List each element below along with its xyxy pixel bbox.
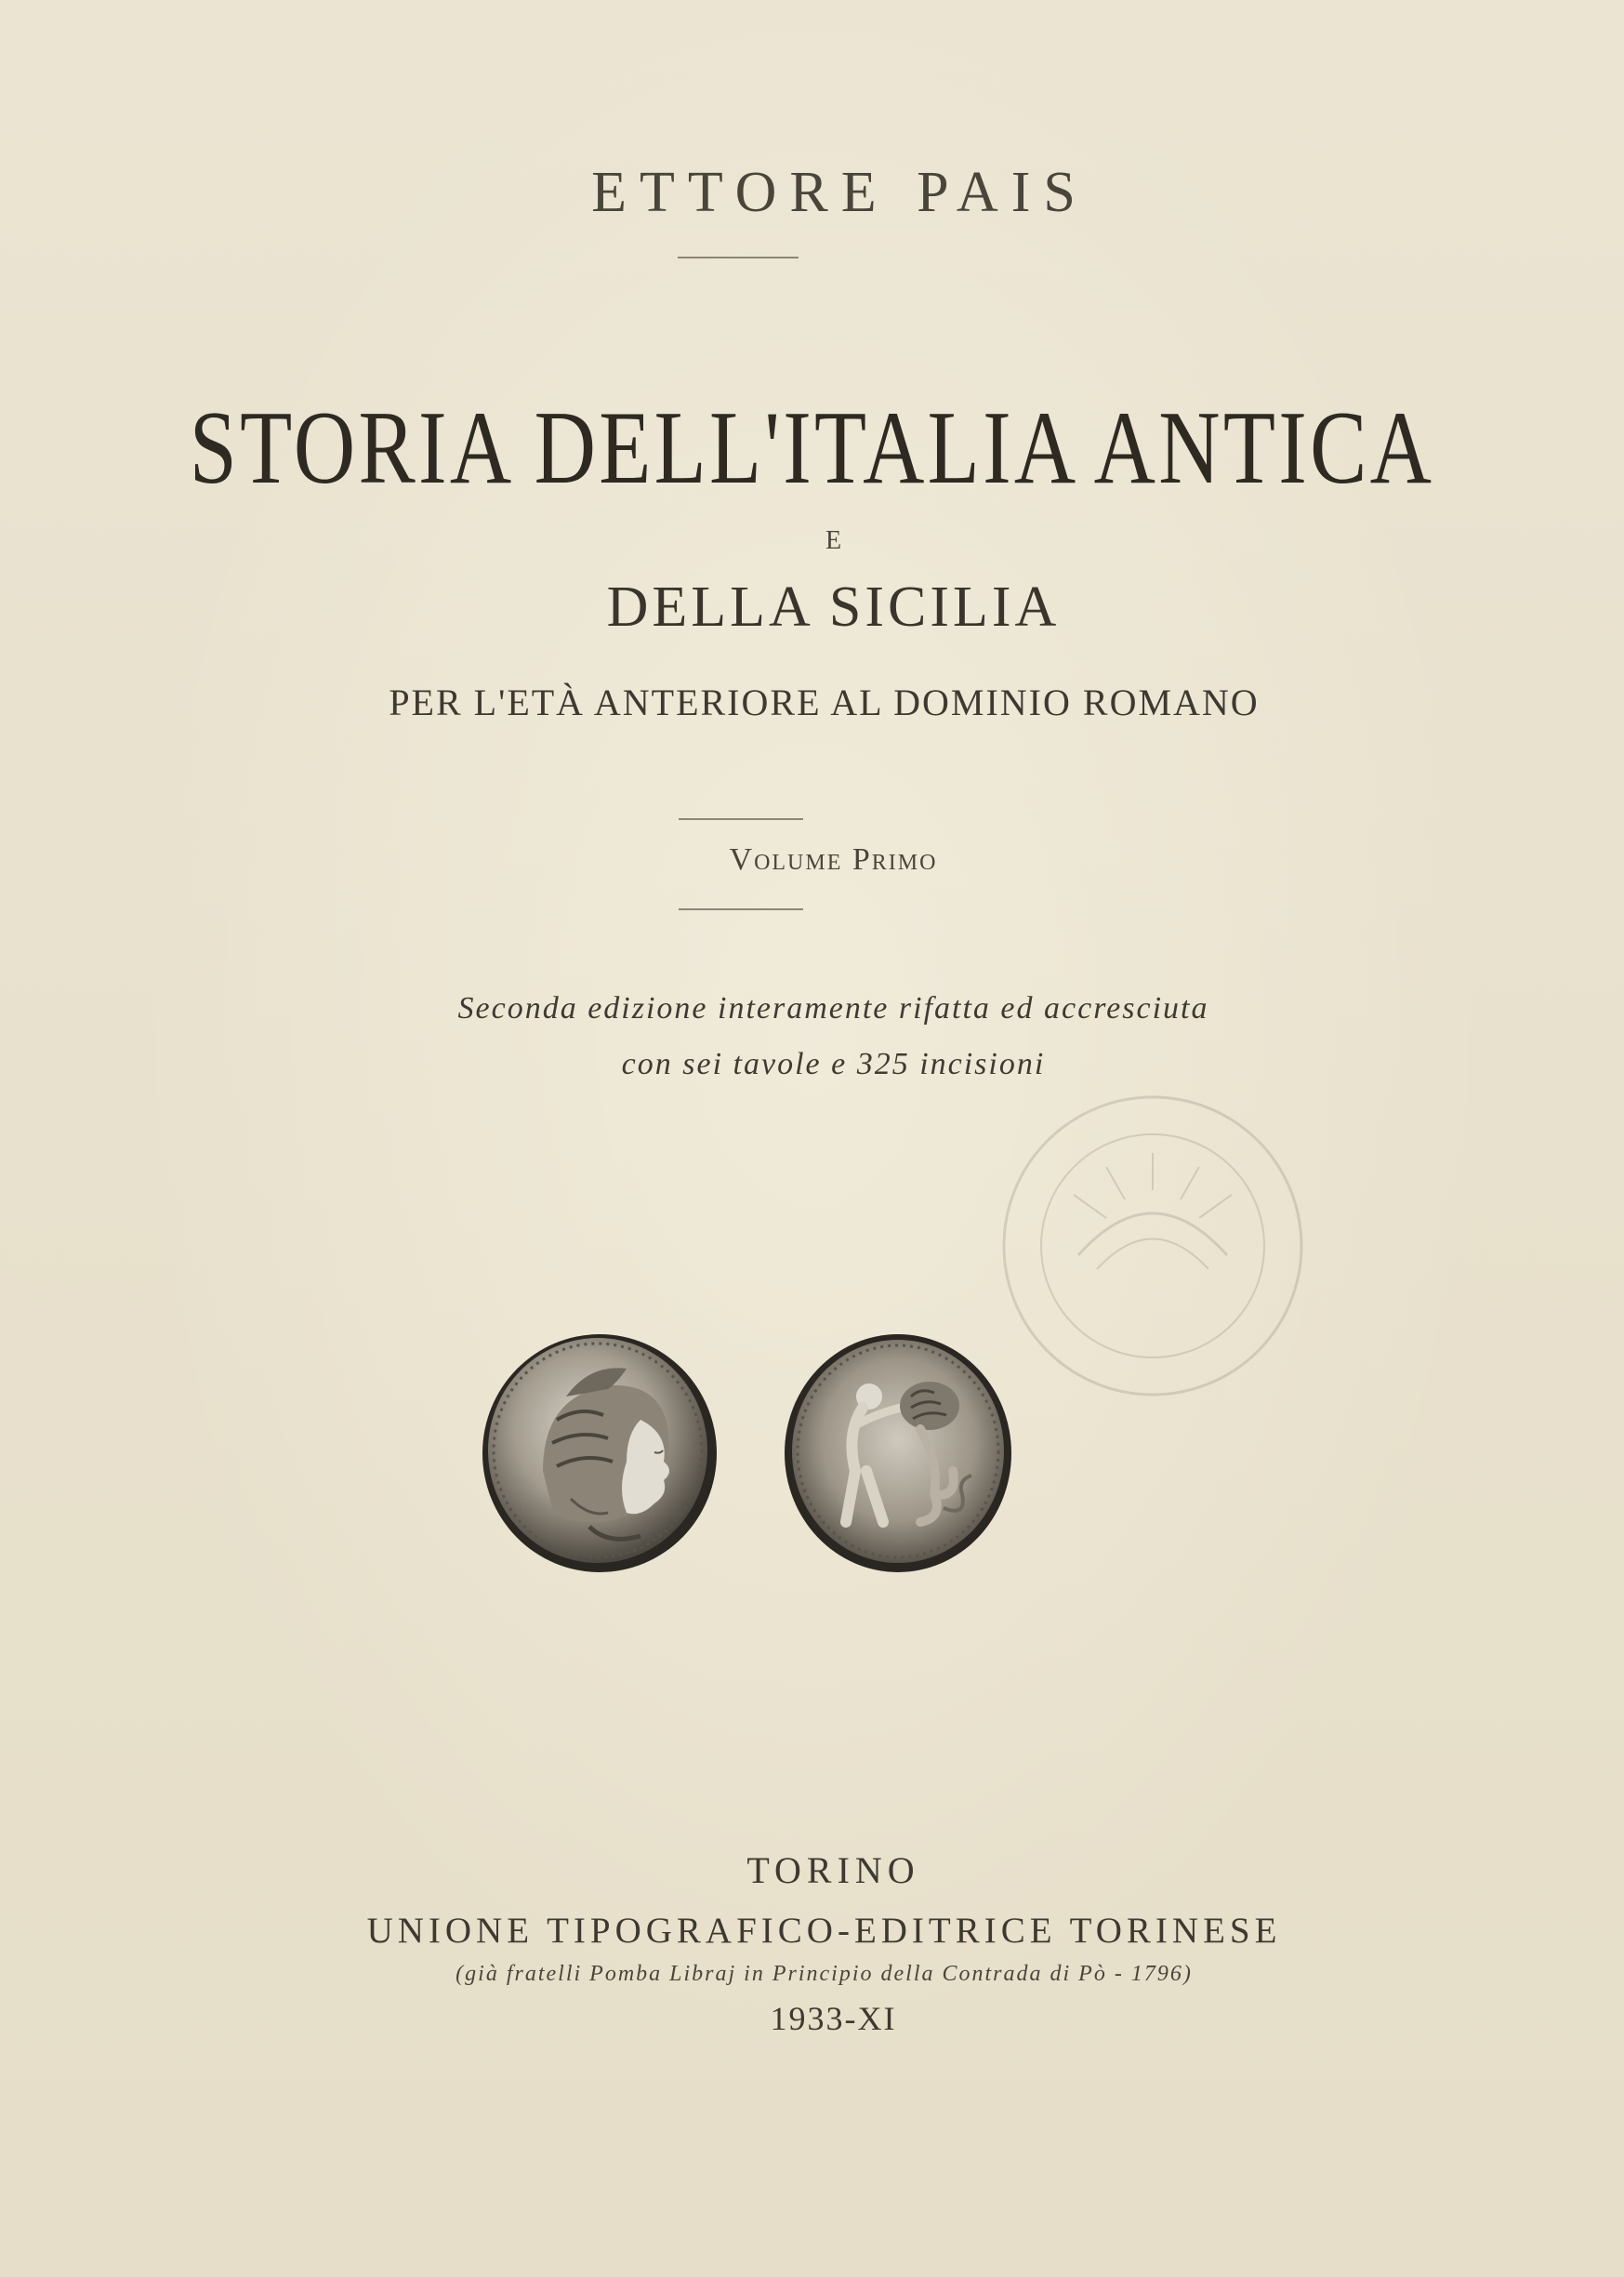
author-name: ETTORE PAIS xyxy=(591,161,1089,224)
imprint-publisher: UNIONE TIPOGRAFICO-EDITRICE TORINESE xyxy=(366,1911,1282,1951)
edition-note-line1: Seconda edizione interamente rifatta ed accresciuta xyxy=(457,991,1209,1026)
title-conjunction: E xyxy=(825,526,842,555)
main-title: STORIA DELL'ITALIA ANTICA xyxy=(189,391,1435,506)
coin-reverse-hercules-lion-icon xyxy=(781,1331,1015,1575)
volume-divider-bottom xyxy=(679,908,803,910)
author-divider xyxy=(678,257,799,258)
subtitle: PER L'ETÀ ANTERIORE AL DOMINIO ROMANO xyxy=(389,682,1260,723)
imprint-city: TORINO xyxy=(746,1849,920,1891)
imprint-year: 1933-XI xyxy=(770,2000,897,2037)
edition-note-line2: con sei tavole e 325 incisioni xyxy=(621,1047,1046,1081)
library-stamp-icon xyxy=(967,1069,1339,1423)
secondary-title: DELLA SICILIA xyxy=(606,576,1061,639)
imprint-publisher-note: (già fratelli Pomba Libraj in Principio della Contrada di Pò - 1796) xyxy=(456,1962,1193,1986)
volume-divider-top xyxy=(679,818,803,820)
volume-label: Volume Primo xyxy=(729,842,938,877)
coin-obverse-athena-helmet-icon xyxy=(478,1331,721,1575)
